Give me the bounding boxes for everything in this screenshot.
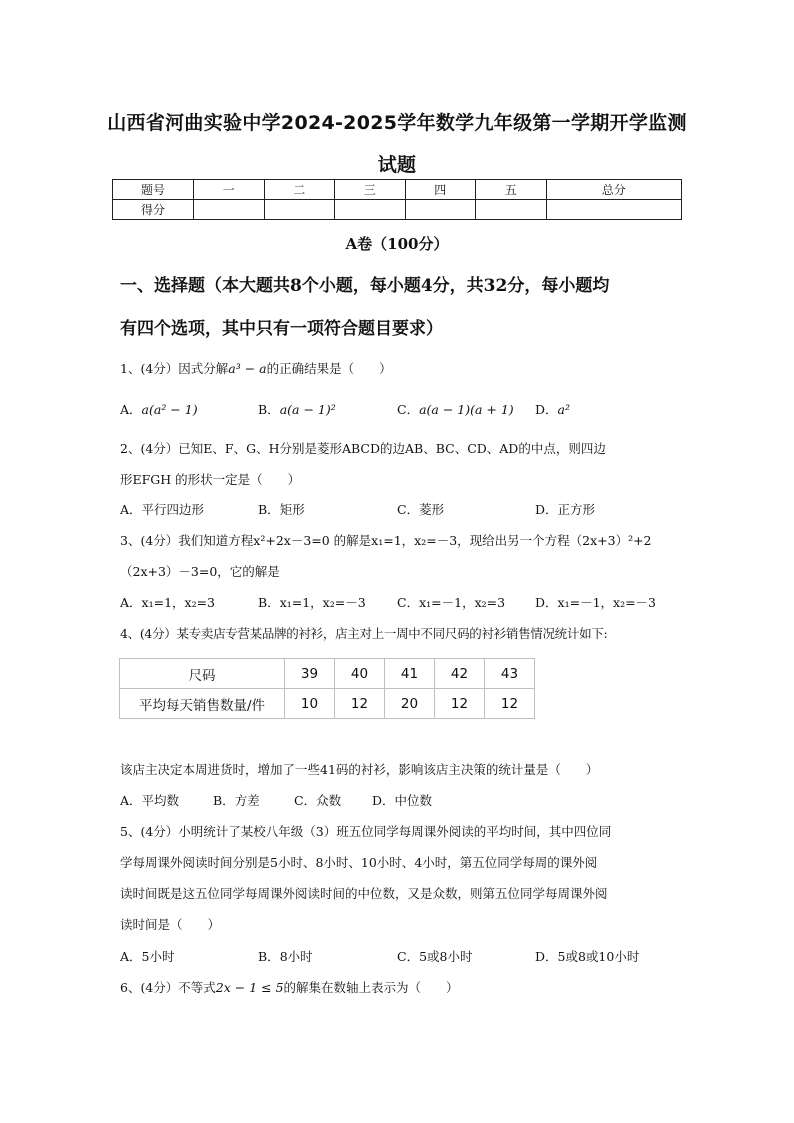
option-text: 中位数 <box>394 793 433 808</box>
option-text: x₁=1，x₂=3 <box>141 595 216 610</box>
q2-option-a[interactable] <box>120 500 204 518</box>
option-label: D． <box>535 502 558 517</box>
option-label: D． <box>535 949 558 964</box>
option-text: a(a − 1)² <box>279 402 336 417</box>
shirt-size-table <box>119 658 535 719</box>
option-text: 平均数 <box>141 793 180 808</box>
score-header-cell: 四 <box>405 180 476 200</box>
option-text: 菱形 <box>419 502 445 517</box>
size-cell: 42 <box>435 659 485 689</box>
option-label: B． <box>258 502 280 517</box>
option-text: 矩形 <box>279 502 305 517</box>
q3-option-c[interactable] <box>397 593 505 611</box>
q6-suffix: 的解集在数轴上表示为（ ） <box>283 980 459 995</box>
q5-options <box>120 947 690 969</box>
q6-expression: 2x − 1 ≤ 5 <box>215 980 284 995</box>
option-label: D． <box>372 793 395 808</box>
option-label: C． <box>397 949 420 964</box>
q2-line2: 形EFGH 的形状一定是（ ） <box>120 472 301 487</box>
q1-option-d[interactable] <box>535 400 570 418</box>
option-text: 5或8或10小时 <box>557 949 640 964</box>
q1-prefix: 1、(4分）因式分解 <box>120 361 229 376</box>
option-text: x₁=－1，x₂=3 <box>419 595 506 610</box>
section-heading <box>120 265 690 351</box>
q1-option-c[interactable] <box>397 400 514 418</box>
q5-line4: 读时间是（ ） <box>120 917 221 932</box>
exam-title-cont: 试题 <box>377 154 417 176</box>
q4-option-d[interactable] <box>372 791 432 809</box>
size-cell: 40 <box>335 659 385 689</box>
option-text: x₁=－1，x₂=－3 <box>557 595 657 610</box>
score-header-cell: 总分 <box>546 180 682 200</box>
q4-option-c[interactable] <box>294 791 341 809</box>
q1-suffix: 的正确结果是（ ） <box>266 361 392 376</box>
q2-options <box>120 500 690 522</box>
q5-option-c[interactable] <box>397 947 472 965</box>
q3-options <box>120 593 690 615</box>
size-cell: 43 <box>485 659 535 689</box>
score-cell <box>335 200 406 220</box>
q4-options <box>120 791 690 813</box>
size-cell: 39 <box>285 659 335 689</box>
option-label: A． <box>120 793 142 808</box>
q1-options <box>120 400 690 422</box>
q2-option-c[interactable] <box>397 500 444 518</box>
section-heading-line2: 有四个选项，其中只有一项符合题目要求） <box>120 319 443 339</box>
option-label: B． <box>213 793 235 808</box>
score-header-cell: 二 <box>264 180 335 200</box>
q2-option-b[interactable] <box>258 500 305 518</box>
score-table <box>112 179 682 220</box>
option-label: A． <box>120 949 142 964</box>
count-cell: 12 <box>435 689 485 719</box>
option-label: C． <box>397 595 420 610</box>
count-cell: 20 <box>385 689 435 719</box>
q4-option-a[interactable] <box>120 791 179 809</box>
score-cell <box>405 200 476 220</box>
question-5 <box>120 816 685 940</box>
question-2 <box>120 433 685 495</box>
score-header-cell: 三 <box>335 180 406 200</box>
count-row-label: 平均每天销售数量/件 <box>120 689 285 719</box>
option-label: C． <box>397 402 420 417</box>
option-text: 正方形 <box>557 502 596 517</box>
size-row-label: 尺码 <box>120 659 285 689</box>
q5-line2: 学每周课外阅读时间分别是5小时、8小时、10小时、4小时，第五位同学每周的课外阅 <box>120 855 598 870</box>
option-text: 5小时 <box>141 949 175 964</box>
q1-option-b[interactable] <box>258 400 336 418</box>
q5-line1: 5、(4分）小明统计了某校八年级（3）班五位同学每周课外阅读的平均时间，其中四位同 <box>120 824 612 839</box>
option-text: 方差 <box>234 793 260 808</box>
option-label: B． <box>258 949 280 964</box>
score-cell <box>264 200 335 220</box>
question-4-stem <box>120 754 685 785</box>
q3-line1: 3、(4分）我们知道方程x²+2x－3=0 的解是x₁=1，x₂=－3，现给出另一个方程（2x+3）²+2 <box>120 533 652 548</box>
count-cell: 10 <box>285 689 335 719</box>
option-label: D． <box>535 402 558 417</box>
option-text: a(a² − 1) <box>141 402 198 417</box>
q2-line1: 2、(4分）已知E、F、G、H分别是菱形ABCD的边AB、BC、CD、AD的中点，则四边 <box>120 441 606 456</box>
option-text: a(a − 1)(a + 1) <box>419 402 514 417</box>
q3-option-b[interactable] <box>258 593 366 611</box>
option-label: C． <box>397 502 420 517</box>
q2-option-d[interactable] <box>535 500 595 518</box>
option-label: D． <box>535 595 558 610</box>
q5-option-a[interactable] <box>120 947 174 965</box>
question-1 <box>120 353 685 384</box>
score-cell <box>546 200 682 220</box>
option-text: 8小时 <box>279 949 313 964</box>
q5-option-d[interactable] <box>535 947 639 965</box>
score-header-cell: 题号 <box>113 180 194 200</box>
q5-line3: 读时间既是这五位同学每周课外阅读时间的中位数，又是众数，则第五位同学每周课外阅 <box>120 886 608 901</box>
size-cell: 41 <box>385 659 435 689</box>
q1-expression: a³ − a <box>228 361 267 376</box>
question-3 <box>120 525 685 587</box>
count-cell: 12 <box>485 689 535 719</box>
q6-prefix: 6、(4分）不等式 <box>120 980 216 995</box>
q3-line2: （2x+3）－3=0，它的解是 <box>120 564 280 579</box>
score-header-cell: 一 <box>194 180 265 200</box>
q4-option-b[interactable] <box>213 791 260 809</box>
score-cell <box>194 200 265 220</box>
option-label: A． <box>120 502 142 517</box>
size-row <box>120 659 535 689</box>
option-text: 5或8小时 <box>419 949 473 964</box>
count-row <box>120 689 535 719</box>
q4-line1: 4、(4分）某专卖店专营某品牌的衬衫，店主对上一周中不同尺码的衬衫销售情况统计如下: <box>120 626 608 641</box>
count-cell: 12 <box>335 689 385 719</box>
question-4 <box>120 618 685 649</box>
exam-title: 山西省河曲实验中学2024-2025学年数学九年级第一学期开学监测 <box>107 112 687 134</box>
option-label: B． <box>258 595 280 610</box>
option-text: a² <box>557 402 570 417</box>
option-text: 平行四边形 <box>141 502 205 517</box>
q1-option-a[interactable] <box>120 400 198 418</box>
score-cell <box>476 200 547 220</box>
option-label: A． <box>120 402 142 417</box>
q4-line2: 该店主决定本周进货时，增加了一些41码的衬衫，影响该店主决策的统计量是（ ） <box>120 762 599 777</box>
q3-option-d[interactable] <box>535 593 656 611</box>
option-text: x₁=1，x₂=－3 <box>279 595 366 610</box>
option-label: C． <box>294 793 317 808</box>
option-label: A． <box>120 595 142 610</box>
score-header-row <box>113 180 682 200</box>
score-header-cell: 五 <box>476 180 547 200</box>
option-label: B． <box>258 402 280 417</box>
question-6 <box>120 972 685 1003</box>
score-row-label: 得分 <box>113 200 194 220</box>
section-heading-line1: 一、选择题（本大题共8个小题，每小题4分，共32分，每小题均 <box>120 276 610 296</box>
q5-option-b[interactable] <box>258 947 313 965</box>
q3-option-a[interactable] <box>120 593 215 611</box>
score-row <box>113 200 682 220</box>
option-text: 众数 <box>316 793 342 808</box>
part-a-heading: A卷（100分） <box>345 235 449 253</box>
